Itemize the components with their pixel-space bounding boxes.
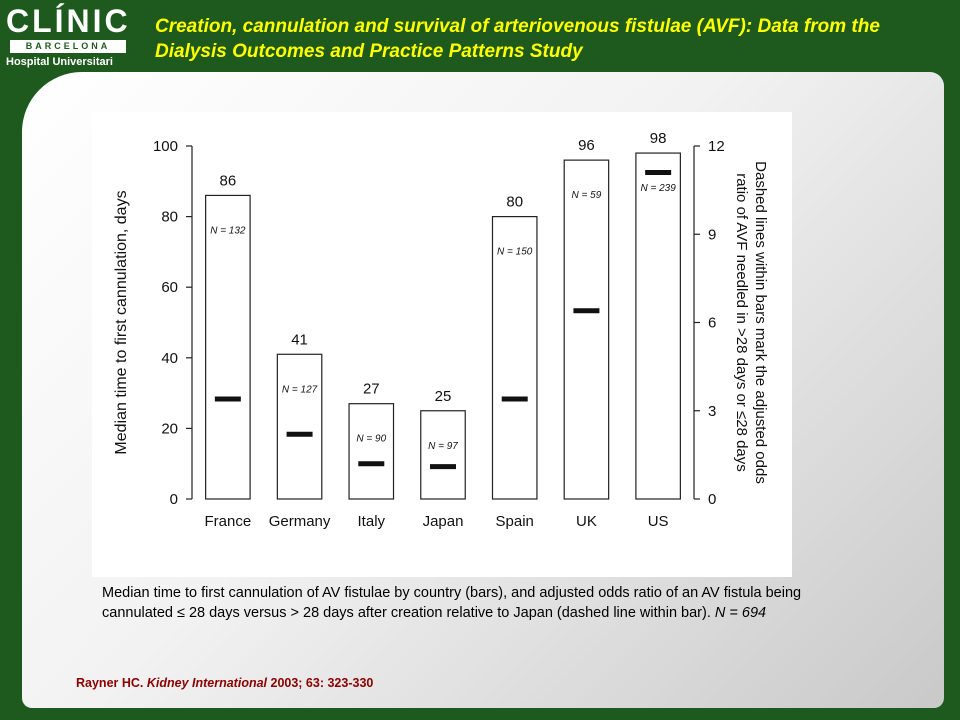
y-tick-label-left: 60: [161, 279, 178, 297]
bar-japan: [421, 411, 465, 499]
y-tick-label-left: 0: [169, 491, 178, 508]
bar-value-label: 98: [649, 130, 667, 148]
y2-axis-title-line1: Dashed lines within bars mark the adjusted odds: [752, 161, 769, 484]
bar-value-label: 27: [362, 380, 380, 398]
logo-name: CLÍNIC: [6, 3, 131, 39]
slide-title: Creation, cannulation and survival of arteriovenous fistulae (AVF): Data from the Dialysis Outcomes and Practice Patterns Study: [155, 16, 880, 62]
x-tick-label: France: [204, 513, 252, 530]
x-tick-label: Spain: [495, 513, 534, 530]
bar-value-label: 86: [219, 172, 237, 190]
bar-n-label: N = 59: [571, 190, 602, 202]
y-tick-label-left: 20: [161, 420, 178, 438]
bar-value-label: 96: [578, 137, 595, 155]
bar-germany: [277, 354, 321, 499]
clinic-logo: [6, 4, 130, 70]
bar-value-label: 25: [434, 387, 452, 405]
x-tick-label: Germany: [268, 513, 331, 530]
y2-axis-title-line2: ratio of AVF needled in >28 days or ≤28 days: [733, 173, 750, 472]
bar-n-label: N = 90: [356, 433, 387, 445]
y-tick-label-left: 40: [161, 349, 178, 367]
bar-uk: [564, 160, 608, 499]
logo-city: BARCELONA: [10, 40, 126, 53]
bar-n-label: N = 97: [428, 440, 458, 452]
bar-france: [206, 195, 250, 499]
bar-chart: [92, 112, 792, 577]
caption-text: Median time to first cannulation of AV fistulae by country (bars), and adjusted odds ratio of an AV fistula being cannulated ≤ 28 days versus > 28 days after creation relative to Japan (dashed line within bar).: [102, 585, 802, 621]
citation: [76, 676, 373, 690]
bar-n-label: N = 239: [640, 183, 676, 195]
citation-details: 2003; 63: 323-330: [267, 676, 374, 690]
y-tick-label-right: 3: [708, 402, 717, 420]
figure-caption: [102, 583, 822, 623]
bar-italy: [349, 404, 393, 499]
y-tick-label-right: 6: [708, 314, 717, 332]
y-axis-title: Median time to first cannulation, days: [113, 190, 130, 455]
y-tick-label-left: 100: [152, 138, 178, 155]
x-tick-label: US: [647, 513, 669, 530]
y-tick-label-left: 80: [161, 208, 178, 226]
y-tick-label-right: 0: [708, 491, 717, 508]
header-bar: [0, 0, 960, 80]
bar-n-label: N = 127: [281, 384, 318, 396]
bar-n-label: N = 132: [210, 225, 246, 237]
y-tick-label-right: 9: [708, 226, 717, 244]
bar-value-label: 80: [506, 193, 524, 211]
x-tick-label: UK: [576, 513, 597, 530]
x-tick-label: Italy: [357, 513, 386, 530]
citation-author: Rayner HC.: [76, 676, 147, 690]
logo-subtitle: Hospital Universitari: [6, 56, 113, 68]
chart-container: [92, 112, 792, 577]
x-tick-label: Japan: [422, 513, 464, 530]
caption-n-total: N = 694: [714, 605, 767, 621]
bar-us: [636, 153, 680, 499]
citation-journal: Kidney International: [146, 676, 268, 690]
bar-spain: [492, 217, 536, 499]
bar-n-label: N = 150: [497, 246, 533, 258]
bar-value-label: 41: [291, 331, 308, 349]
y-tick-label-right: 12: [708, 138, 725, 155]
